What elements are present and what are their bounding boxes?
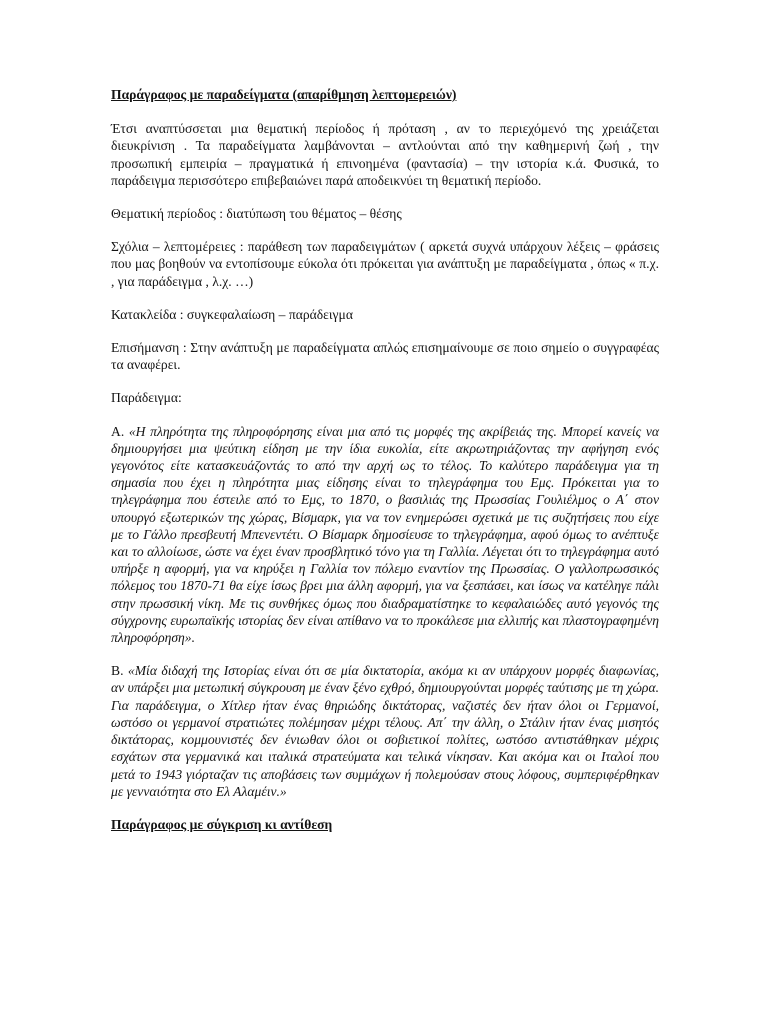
example-a-text: «Η πληρότητα της πληροφόρησης είναι μια από τις μορφές της ακρίβειάς της. Μπορεί κανείς να δημιουργήσει μια ψεύτικη είδηση με την ίδια ευκολία, είτε ακρωτηριάζοντας την αφήγηση ενός γεγονότος είτε κατασκευάζοντάς το από την αρχή ως το τέλος. Το καλύτερο παράδειγμα για τη σημασία που έχει η πληρότητα μιας είδησης είναι το τηλεγράφημα του Εμς. Πρόκειται για το τηλεγράφημα που έστειλε από το Εμς, το 1870, ο βασιλιάς της Πρωσσίας Γουλιέλμος ο Α΄ στον υπουργό εξωτερικών της χώρας, Βίσμαρκ, για να τον ενημερώσει σχετικά με τις συζητήσεις που είχε με το Γάλλο πρεσβευτή Μπενεντέτι. Ο Βίσμαρκ δημοσίευσε το τηλεγράφημα, αφού όμως το ανέπτυξε και το αλλοίωσε, ώστε να έχει έναν προσβλητικό τόνο για τη Γαλλία. Λέγεται ότι το τηλεγράφημα αυτό υπήρξε η αφορμή, για να κηρύξει η Γαλλία τον πόλεμο εναντίον της Πρωσσίας. Ο γαλλοπρωσσικός πόλεμος του 1870-71 θα είχε ίσως βρει μια άλλη αφορμή, για να ξεσπάσει, και ίσως να κατέληγε πάλι στην πρωσσική νίκη. Με τις συνθήκες όμως που διαδραματίστηκε το κεφαλαιώδες αυτό γεγονός της σύγχρονης ευρωπαϊκής ιστορίας δεν είναι απίθανο να το προκάλεσε μια ελλιπής και πλαστογραφημένη πληροφόρηση».: [111, 423, 659, 646]
example-label: Παράδειγμα:: [111, 390, 182, 406]
example-a-paragraph: [111, 423, 659, 647]
section-heading-examples: Παράγραφος με παραδείγματα (απαρίθμηση λεπτομερειών): [111, 87, 457, 102]
document-body: [111, 86, 659, 850]
note-paragraph: Επισήμανση : Στην ανάπτυξη με παραδείγματα απλώς επισημαίνουμε σε ποιο σημείο ο συγγραφέας τα αναφέρει.: [111, 340, 659, 373]
section-heading-comparison: Παράγραφος με σύγκριση κι αντίθεση: [111, 816, 333, 832]
thematic-period-paragraph: Θεματική περίοδος : διατύπωση του θέματος – θέσης: [111, 206, 402, 222]
intro-paragraph: Έτσι αναπτύσσεται μια θεματική περίοδος ή πρόταση , αν το περιεχόμενό της χρειάζεται διευκρίνιση . Τα παραδείγματα λαμβάνονται – αντλούνται από την καθημερινή ζωή , την προσωπική εμπειρία – πραγματικά ή επινοημένα (φαντασία) – την ιστορία κ.ά. Φυσικά, το παράδειγμα περισσότερο επιβεβαιώνει παρά αποδεικνύει τη θεματική περίοδο.: [111, 121, 659, 188]
example-b-label: Β.: [111, 663, 128, 679]
example-b-text: «Μία διδαχή της Ιστορίας είναι ότι σε μία δικτατορία, ακόμα κι αν υπάρχουν μορφές διαφωνίας, αν υπάρξει μια μετωπική σύγκρουση με έναν ξένο εχθρό, δημιουργούνται μορφές ταύτισης με τη χώρα. Για παράδειγμα, ο Χίτλερ ήταν ένας θηριώδης δικτάτορας, ναζιστές δεν ήταν όλοι οι Γερμανοί, ωστόσο οι γερμανοί στρατιώτες πολέμησαν μέχρι τέλους. Απ΄ την άλλη, ο Στάλιν ήταν ένας μισητός δικτάτορας, κομμουνιστές δεν ένιωθαν όλοι οι σοβιετικοί πολίτες, ωστόσο αντιστάθηκαν μέχρις εσχάτων στα γερμανικά και ιταλικά στρατεύματα και τελικά νίκησαν. Και ακόμα και οι Ιταλοί που μετά το 1943 γιόρταζαν τις αποβάσεις των συμμάχων ή πολεμούσαν στους λόφους, συμπεριφέρθηκαν με γενναιότητα στο Ελ Αλαμέιν.»: [111, 663, 659, 799]
comments-paragraph: Σχόλια – λεπτομέρειες : παράθεση των παραδειγμάτων ( αρκετά συχνά υπάρχουν λέξεις – φράσεις που μας βοηθούν να εντοπίσουμε εύκολα ότι πρόκειται για ανάπτυξη με παραδείγματα , όπως « π.χ. , για παράδειγμα , λ.χ. …): [111, 239, 659, 289]
example-a-label: Α.: [111, 423, 129, 439]
example-b-paragraph: [111, 662, 659, 800]
conclusion-paragraph: Κατακλείδα : συγκεφαλαίωση – παράδειγμα: [111, 306, 353, 322]
